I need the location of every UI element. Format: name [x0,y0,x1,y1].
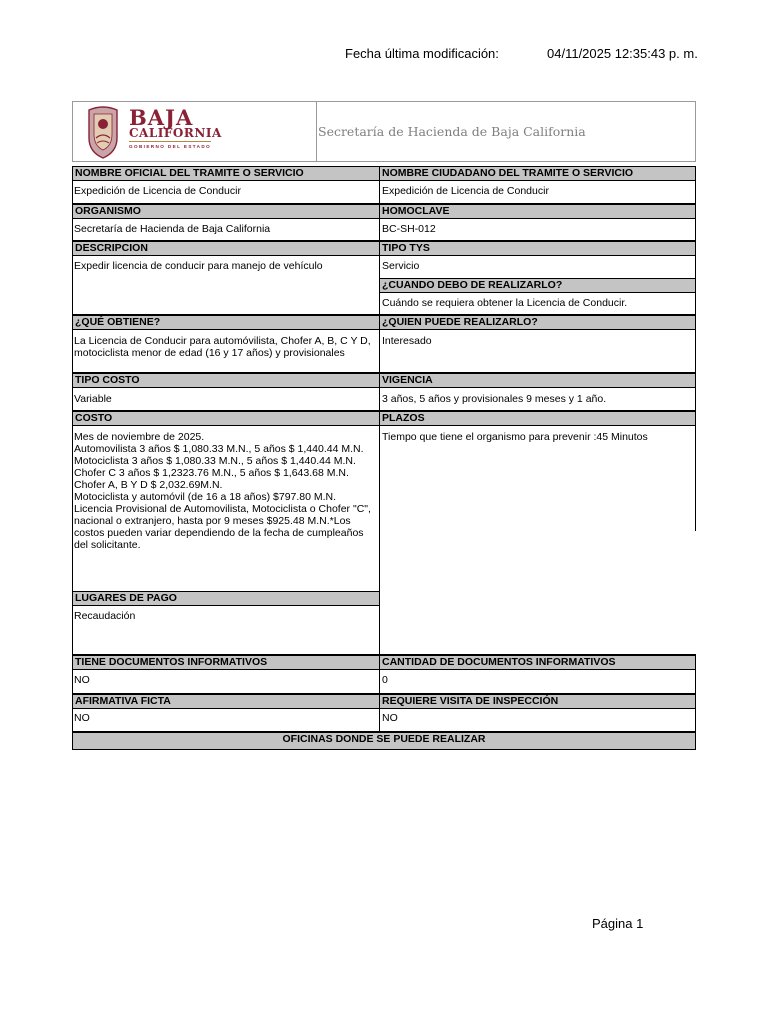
vigencia-header: VIGENCIA [379,373,696,388]
oficinas-header: OFICINAS DONDE SE PUEDE REALIZAR [72,732,696,750]
descripcion-header: DESCRIPCION [72,241,380,256]
grid-line [72,240,696,241]
organismo-value: Secretaría de Hacienda de Baja California [74,223,271,235]
grid-line [695,166,696,531]
nombre-oficial-header: NOMBRE OFICIAL DEL TRAMITE O SERVICIO [72,166,380,181]
plazos-header: PLAZOS [379,411,696,426]
homoclave-value: BC-SH-012 [382,223,436,235]
quien-header: ¿QUIEN PUEDE REALIZARLO? [379,315,696,330]
logo-word-california: CALIFORNIA [129,126,222,140]
vigencia-value: 3 años, 5 años y provisionales 9 meses y 1 año. [382,393,607,405]
page-number: Página 1 [592,916,644,931]
tipo-costo-header: TIPO COSTO [72,373,380,388]
afirmativa-ficta-value: NO [74,712,90,724]
cantidad-docs-header: CANTIDAD DE DOCUMENTOS INFORMATIVOS [379,655,696,670]
cantidad-docs-value: 0 [382,674,388,686]
tiene-docs-value: NO [74,674,90,686]
logo-word-baja: BAJA [129,105,194,130]
costo-value: Mes de noviembre de 2025. Automovilista 3 años $ 1,080.33 M.N., 5 años $ 1,440.44 M.N. Motociclista 3 años $ 1,080.33 M.N., 5 años $ 1,440.44 M.N. Chofer C 3 años $ 1,2323.76 M.N., 5 años $ 1,643.68 M.N. Chofer A, B Y D $ 2,032.69M.N. Motociclista y automóvil (de 16 a 18 años) $797.80 M.N. Licencia Provisional de Automovilista, Motociclista o Chofer "C", nacional o extranjero, hasta por 9 meses $925.48 M.N.*Los costos pueden variar dependiendo de la fecha de cumpleaños del solicitante. [74,431,371,551]
tipo-tys-header: TIPO TYS [379,241,696,256]
tiene-docs-header: TIENE DOCUMENTOS INFORMATIVOS [72,655,380,670]
visita-inspeccion-header: REQUIERE VISITA DE INSPECCIÓN [379,694,696,709]
afirmativa-ficta-header: AFIRMATIVA FICTA [72,694,380,709]
plazos-value: Tiempo que tiene el organismo para prevenir :45 Minutos [382,431,648,443]
lugares-pago-value: Recaudación [74,610,136,622]
costo-header: COSTO [72,411,380,426]
grid-line [379,166,380,732]
que-obtiene-value: La Licencia de Conducir para automóvilista, Chofer A, B, C Y D, motociclista menor de edad (16 y 17 años) y provisionales [74,335,371,359]
nombre-ciudadano-header: NOMBRE CIUDADANO DEL TRAMITE O SERVICIO [379,166,696,181]
logo-tagline: GOBIERNO DEL ESTADO [129,144,212,149]
logo-divider [129,141,211,142]
nombre-ciudadano-value: Expedición de Licencia de Conducir [382,185,549,197]
lugares-pago-header: LUGARES DE PAGO [72,591,380,606]
grid-line [72,731,696,732]
document-header [72,101,696,162]
grid-line [695,655,696,750]
grid-line [72,654,696,655]
tipo-tys-value: Servicio [382,260,420,272]
last-modified-label: Fecha última modificación: [345,46,499,61]
state-crest-icon [85,104,121,160]
cuando-value: Cuándo se requiera obtener la Licencia de Conducir. [382,297,628,309]
grid-line [72,314,696,315]
grid-line [72,203,696,204]
que-obtiene-header: ¿QUÉ OBTIENE? [72,315,380,330]
nombre-oficial-value: Expedición de Licencia de Conducir [74,185,241,197]
grid-line [72,693,696,694]
baja-california-logo [73,102,317,161]
tipo-costo-value: Variable [74,393,112,405]
organismo-header: ORGANISMO [72,204,380,219]
visita-inspeccion-value: NO [382,712,398,724]
grid-line [72,166,73,750]
quien-value: Interesado [382,335,432,347]
descripcion-value: Expedir licencia de conducir para manejo de vehículo [74,260,323,272]
homoclave-header: HOMOCLAVE [379,204,696,219]
grid-line [72,372,696,373]
cuando-header: ¿CUANDO DEBO DE REALIZARLO? [379,278,696,293]
last-modified-value: 04/11/2025 12:35:43 p. m. [547,46,698,61]
header-title: Secretaría de Hacienda de Baja California [318,124,586,139]
grid-line [72,410,696,411]
